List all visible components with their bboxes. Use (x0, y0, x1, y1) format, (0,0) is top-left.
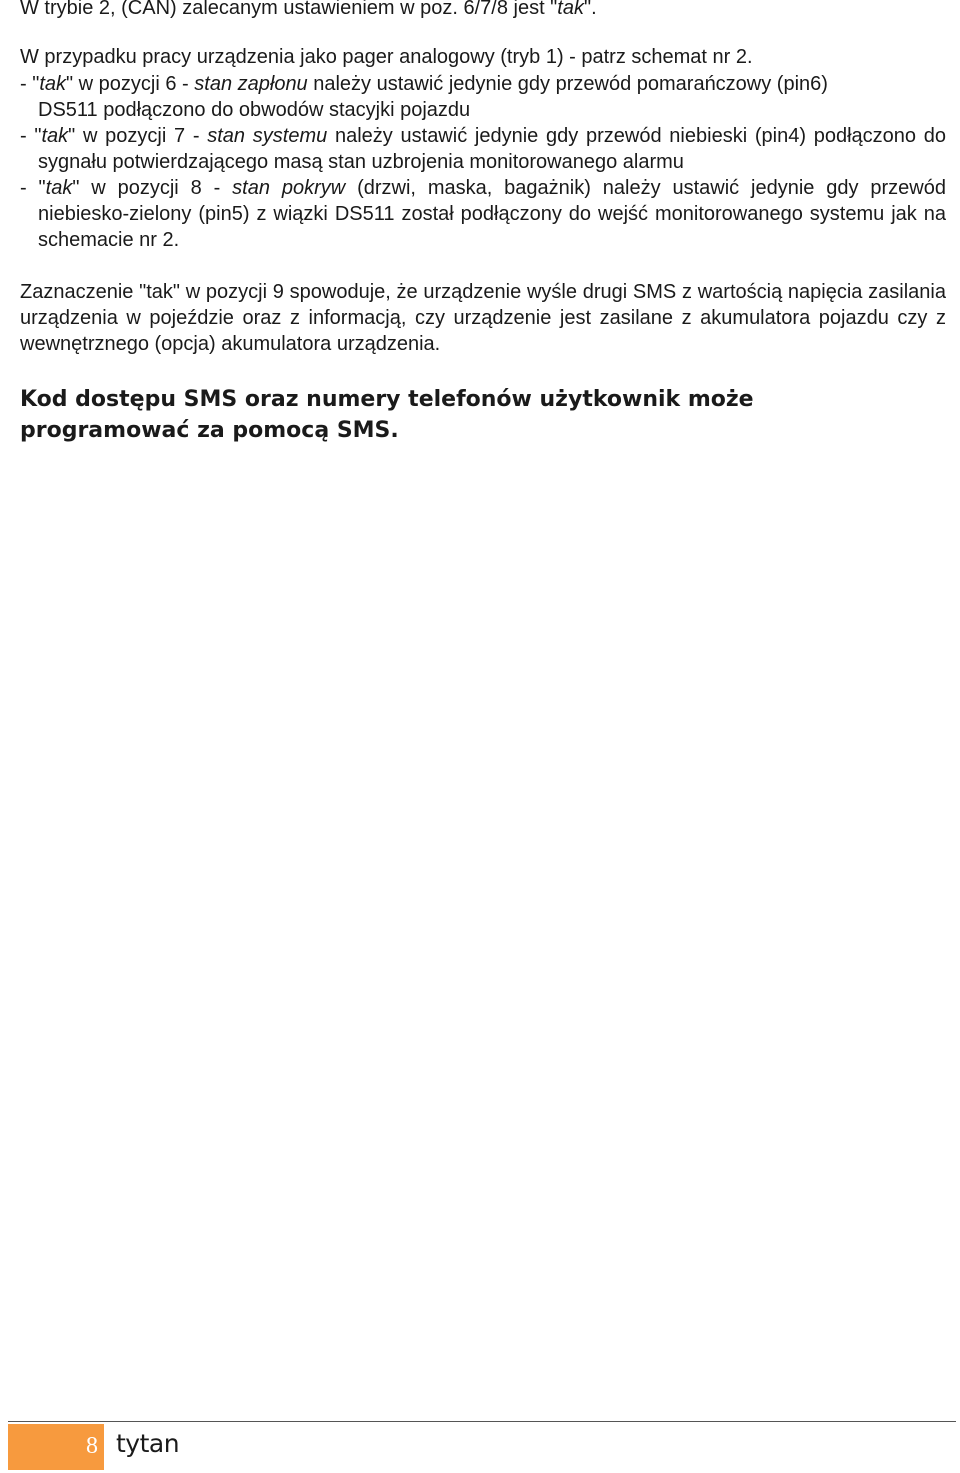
item8-text: (drzwi, maska, bagażnik) należy ustawić jedynie gdy przewód niebiesko-zielony (pin5) z wiązki DS511 został podłączony do wejść monitorowanego systemu jak na schemacie nr 2. (38, 177, 946, 251)
item6-term: stan zapłonu (194, 73, 308, 95)
item-pozycja-6 (20, 71, 946, 97)
page-number: 8 (86, 1433, 98, 1459)
page-number-box (8, 1424, 104, 1470)
page-footer (8, 1421, 956, 1471)
item7-position: " w pozycji 7 - (68, 125, 208, 147)
item6-text: należy ustawić jedynie gdy przewód pomarańczowy (pin6) (307, 73, 828, 95)
item6-position: " w pozycji 6 - (66, 73, 195, 95)
item7-tak: tak (41, 125, 69, 147)
intro-line-can (20, 0, 946, 21)
item8-position: " w pozycji 8 - (72, 177, 233, 199)
item7-text: należy ustawić jedynie gdy przewód niebieski (pin4) podłączono do sygnału potwierdzającego masą stan uzbrojenia monitorowanego alarmu (38, 125, 946, 173)
item7-prefix: - " (20, 125, 42, 147)
item8-term: stan pokryw (232, 177, 346, 199)
item8-tak: tak (45, 177, 73, 199)
item-pozycja-7 (20, 123, 946, 175)
item8-prefix: - " (20, 177, 46, 199)
footer-divider (8, 1421, 956, 1422)
item-pozycja-6-continuation: DS511 podłączono do obwodów stacyjki pojazdu (38, 99, 471, 121)
item6-prefix: - " (20, 73, 40, 95)
item6-tak: tak (39, 73, 67, 95)
intro-line-pager: W przypadku pracy urządzenia jako pager analogowy (tryb 1) - patrz schemat nr 2. (20, 46, 753, 68)
sms-programming-note: Kod dostępu SMS oraz numery telefonów użytkownik może programować za pomocą SMS. (20, 387, 754, 443)
intro-text: W trybie 2, (CAN) zalecanym ustawieniem w poz. 6/7/8 jest " (20, 0, 558, 19)
item-pozycja-8 (20, 175, 946, 253)
brand-logo: tytan (116, 1429, 180, 1458)
item7-term: stan systemu (207, 125, 328, 147)
intro-text-end: ". (583, 0, 597, 19)
tak-emphasis: tak (557, 0, 584, 19)
paragraph-pozycja-9: Zaznaczenie "tak" w pozycji 9 spowoduje, że urządzenie wyśle drugi SMS z wartością napięcia zasilania urządzenia w pojeździe oraz z informacją, czy urządzenie jest zasilane z akumulatora pojazdu czy z wewnętrznego (opcja) akumulatora urządzenia. (20, 281, 946, 355)
